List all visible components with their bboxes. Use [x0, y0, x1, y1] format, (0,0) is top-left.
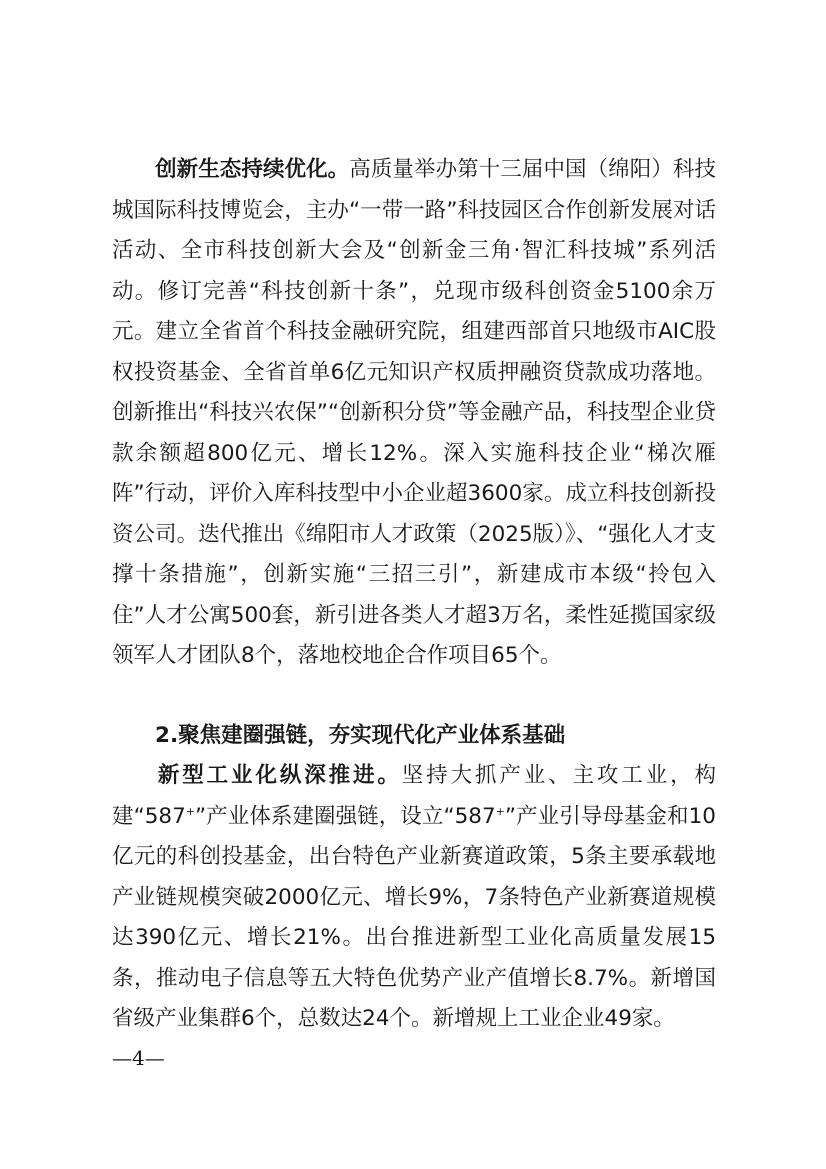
section-heading: 2.聚焦建圈强链，夯实现代化产业体系基础	[155, 723, 566, 748]
paragraph-body: 高质量举办第十三届中国（绵阳）科技城国际科技博览会，主办“一带一路”科技园区合作创新发展对话活动、全市科技创新大会及“创新金三角·智汇科技城”系列活动。修订完善“科技创新十条”，兑现市级科创资金5100余万元。建立全省首个科技金融研究院，组建西部首只地级市AIC股权投资基金、全省首单6亿元知识产权质押融资贷款成功落地。创新推出“科技兴农保”“创新积分贷”等金融产品，科技型企业贷款余额超800亿元、增长12%。深入实施科技企业“梯次雁阵”行动，评价入库科技型中小企业超3600家。成立科技创新投资公司。迭代推出《绵阳市人才政策（2025版）》、“强化人才支撑十条措施”，创新实施“三招三引”，新建成市本级“拎包入住”人才公寓500套，新引进各类人才超3万名，柔性延揽国家级领军人才团队8个，落地校地企合作项目65个。	[112, 157, 716, 668]
paragraph-lead-bold: 创新生态持续优化。	[155, 157, 350, 182]
paragraph-innovation-ecosystem	[112, 150, 716, 677]
page-number: —4—	[112, 1046, 165, 1070]
superscript-plus: +	[495, 804, 505, 818]
superscript-plus: +	[185, 804, 195, 818]
paragraph-body-part-b: ”产业体系建圈强链，设立“587	[194, 803, 496, 829]
paragraph-new-industrialization	[112, 756, 716, 1040]
paragraph-lead-bold: 新型工业化纵深推进。	[155, 763, 402, 788]
paragraph-body-part-a: 坚持大抓产业、主攻工业，构建“587	[112, 763, 716, 829]
paragraph-body-part-c: ”产业引导母基金和10亿元的科创投基金，出台特色产业新赛道政策，5条主要承载地产业链规模突破2000亿元、增长9%，7条特色产业新赛道规模达390亿元、增长21%。出台推进新型工业化高质量发展15条，推动电子信息等五大特色优势产业产值增长8.7%。新增国省级产业集群6个，总数达24个。新增规上工业企业49家。	[112, 803, 716, 1031]
